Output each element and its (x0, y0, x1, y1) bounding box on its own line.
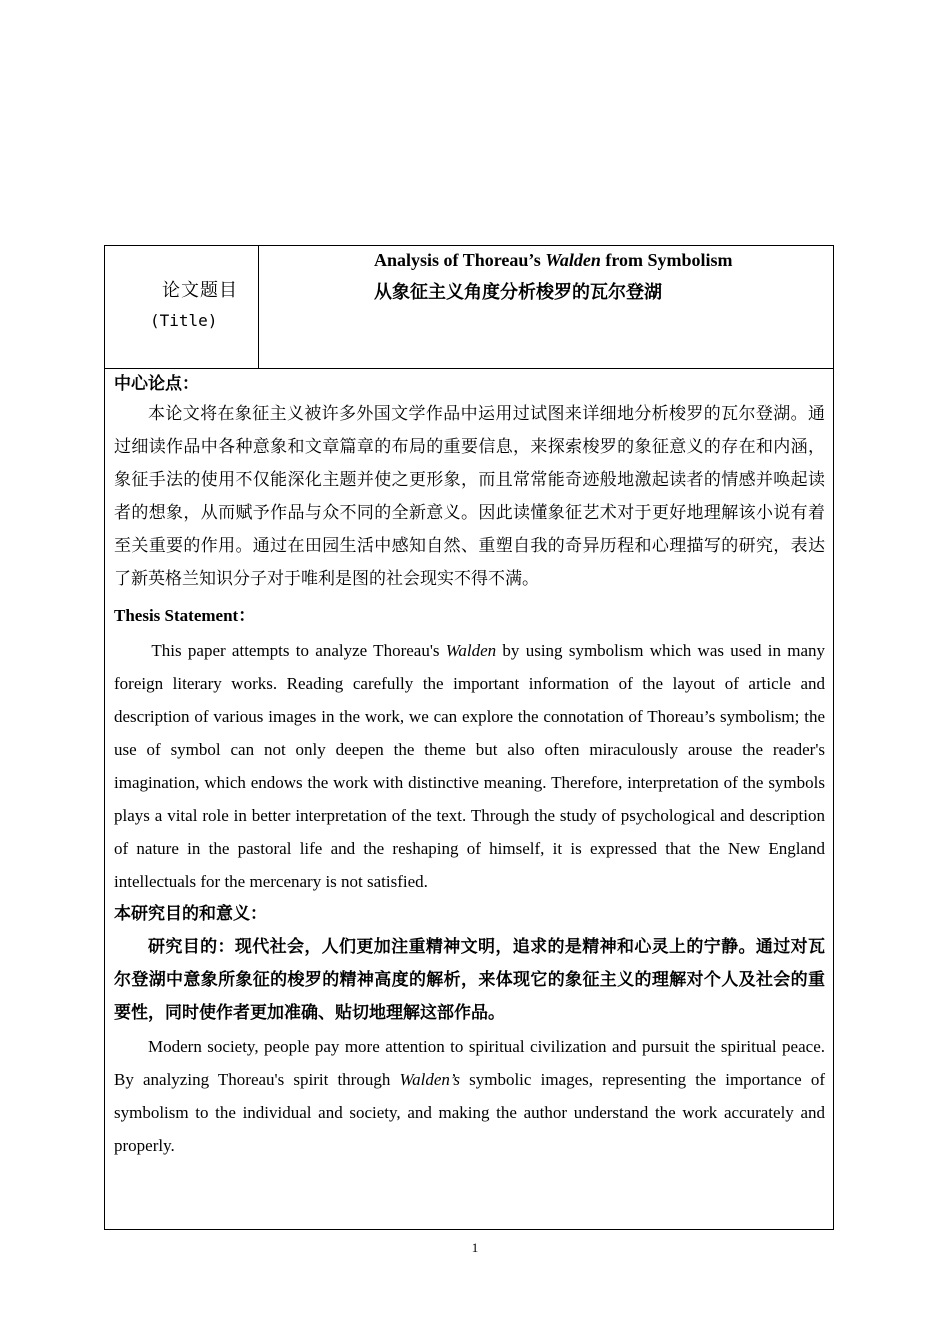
title-row (105, 246, 833, 369)
title-walden-italic: Walden (545, 250, 601, 270)
proposal-table (104, 245, 834, 1230)
purpose-text-en: Modern society, people pay more attention to spiritual civilization and pursuit the spiritual peace. By analyzing Thoreau's spirit through Walden’s symbolic images, representing the importance of symbolism to the individual and society, and making the author understand the work accurately and properly. (114, 1037, 825, 1155)
thesis-heading: Thesis Statement： (114, 606, 256, 625)
page-number: 1 (471, 1240, 479, 1255)
title-chinese: 从象征主义角度分析梭罗的瓦尔登湖 (374, 282, 662, 303)
title-label-cell (105, 246, 259, 368)
title-label-cn: 论文题目 (162, 280, 238, 301)
purpose-text-cn: 研究目的：现代社会，人们更加注重精神文明，追求的是精神和心灵上的宁静。通过对瓦尔登湖中意象所象征的梭罗的精神高度的解析，来体现它的象征主义的理解对个人及社会的重要性，同时使作者更加准确、贴切地理解这部作品。 (114, 937, 825, 1023)
content-cell (114, 370, 825, 1162)
title-label-en: (Title) (150, 311, 218, 330)
title-english: Analysis of Thoreau’s Walden from Symbolism (374, 250, 733, 270)
purpose-heading: 本研究目的和意义： (114, 904, 267, 924)
title-value-cell (374, 248, 824, 304)
central-point-text: 本论文将在象征主义被许多外国文学作品中运用过试图来详细地分析梭罗的瓦尔登湖。通过细读作品中各种意象和文章篇章的布局的重要信息，来探索梭罗的象征意义的存在和内涵，象征手法的使用不仅能深化主题并使之更形象，而且常常能奇迹般地激起读者的情感并唤起读者的想象，从而赋予作品与众不同的全新意义。因此读懂象征艺术对于更好地理解该小说有着至关重要的作用。通过在田园生活中感知自然、重塑自我的奇异历程和心理描写的研究，表达了新英格兰知识分子对于唯利是图的社会现实不得不满。 (114, 404, 825, 589)
central-point-heading: 中心论点： (114, 374, 199, 394)
thesis-text: This paper attempts to analyze Thoreau's Walden by using symbolism which was used in many foreign literary works. Reading carefully the important information of the layout of article and description of various images in the work, we can explore the connotation of Thoreau’s symbolism; the use of symbol can not only deepen the theme but also often miraculously arouse the reader's imagination, which endows the work with distinctive meaning. Therefore, interpretation of the symbols plays a vital role in better interpretation of the text. Through the study of psychological and description of nature in the pastoral life and the reshaping of himself, it is expressed that the New England intellectuals for the mercenary is not satisfied. (114, 641, 825, 891)
